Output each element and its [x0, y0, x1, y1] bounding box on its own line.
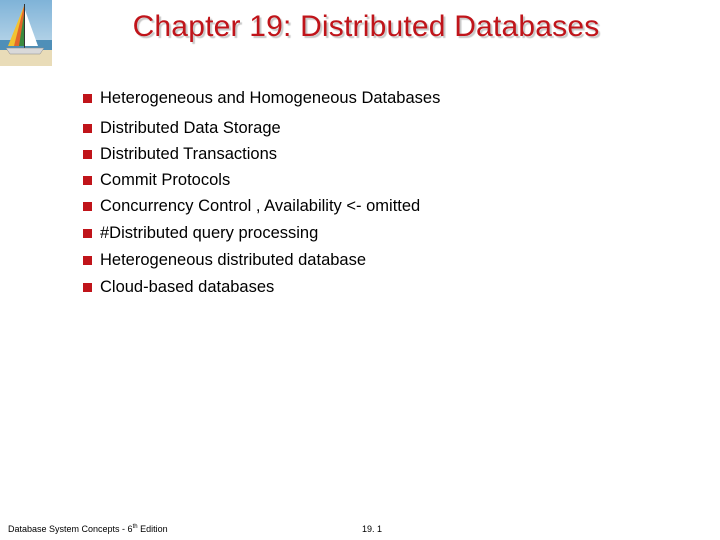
footer-book-prefix: Database System Concepts - 6: [8, 524, 133, 534]
square-bullet-icon: [83, 283, 92, 292]
footer-book-title: [8, 524, 168, 534]
footer-book-sup: th: [132, 524, 138, 530]
bullet-text: #Distributed query processing: [100, 224, 319, 242]
bullet-text: Concurrency Control , Availability <- omitted: [100, 197, 421, 215]
bullet-text: Cloud-based databases: [100, 278, 275, 296]
bullet-item: [83, 196, 440, 216]
square-bullet-icon: [83, 176, 92, 185]
bullet-item: [83, 223, 440, 243]
square-bullet-icon: [83, 94, 92, 103]
page-number: 19. 1: [362, 524, 383, 534]
bullet-item: [83, 277, 440, 297]
footer-book-suffix: Edition: [137, 524, 168, 534]
square-bullet-icon: [83, 229, 92, 238]
sailboat-logo: [0, 0, 52, 66]
bullet-text: Distributed Transactions: [100, 145, 277, 163]
square-bullet-icon: [83, 202, 92, 211]
bullet-item: [83, 250, 440, 270]
bullet-list: [83, 88, 440, 297]
bullet-text: Heterogeneous and Homogeneous Databases: [100, 89, 441, 107]
bullet-item: [83, 170, 440, 190]
bullet-text: Distributed Data Storage: [100, 119, 281, 137]
bullet-text: Heterogeneous distributed database: [100, 251, 367, 269]
square-bullet-icon: [83, 150, 92, 159]
square-bullet-icon: [83, 256, 92, 265]
square-bullet-icon: [83, 124, 92, 133]
slide-title: Chapter 19: Distributed Databases: [132, 10, 600, 43]
bullet-item: [83, 144, 440, 164]
bullet-item: [83, 118, 440, 138]
bullet-text: Commit Protocols: [100, 171, 231, 189]
bullet-item: [83, 88, 440, 108]
